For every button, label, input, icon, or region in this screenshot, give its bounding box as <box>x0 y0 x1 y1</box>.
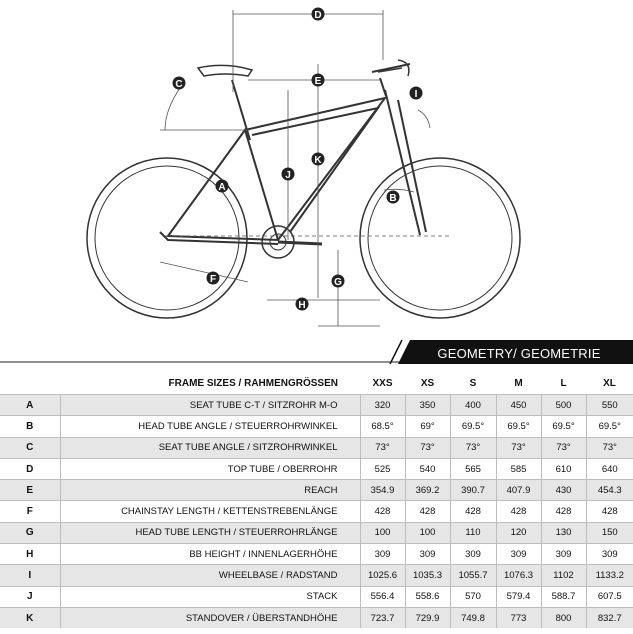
row-value-s: 309 <box>450 544 496 565</box>
label-k <box>312 153 325 167</box>
row-value-xxs: 556.4 <box>360 586 405 607</box>
row-value-xs: 428 <box>405 501 450 522</box>
row-value-xl: 640 <box>586 458 633 479</box>
row-value-l: 1102 <box>541 565 586 586</box>
row-value-l: 800 <box>541 607 586 628</box>
row-value-xs: 100 <box>405 522 450 543</box>
svg-text:K: K <box>314 155 322 166</box>
table-row <box>0 458 633 479</box>
svg-text:C: C <box>175 79 183 90</box>
header-size-xxs: XXS <box>372 377 393 389</box>
row-value-s: 565 <box>450 458 496 479</box>
row-value-l: 500 <box>541 395 586 416</box>
row-value-xs: 1035.3 <box>405 565 450 586</box>
row-value-m: 69.5° <box>496 416 541 437</box>
row-value-xxs: 320 <box>360 395 405 416</box>
svg-text:F: F <box>209 274 217 285</box>
header-size-xs: XS <box>420 377 435 389</box>
row-value-xxs: 309 <box>360 544 405 565</box>
row-value-m: 428 <box>496 501 541 522</box>
row-value-s: 400 <box>450 395 496 416</box>
table-row <box>0 501 633 522</box>
row-value-s: 428 <box>450 501 496 522</box>
svg-text:E: E <box>314 76 322 87</box>
row-value-xl: 69.5° <box>586 416 633 437</box>
row-measurement-name: HEAD TUBE LENGTH / STEUERROHRLÄNGE <box>60 522 360 543</box>
row-letter: B <box>0 416 60 437</box>
svg-text:H: H <box>298 300 306 311</box>
label-b <box>387 191 400 205</box>
table-row <box>0 480 633 501</box>
row-measurement-name: SEAT TUBE C-T / SITZROHR M-O <box>60 395 360 416</box>
row-letter: K <box>0 607 60 628</box>
row-letter: H <box>0 544 60 565</box>
row-value-l: 69.5° <box>541 416 586 437</box>
table-body <box>0 395 633 629</box>
table-header-row <box>0 372 633 395</box>
label-a <box>216 180 229 194</box>
row-measurement-name: BB HEIGHT / INNENLAGERHÖHE <box>60 544 360 565</box>
row-letter: E <box>0 480 60 501</box>
row-value-m: 1076.3 <box>496 565 541 586</box>
header-size-s: S <box>469 377 477 389</box>
row-value-s: 1055.7 <box>450 565 496 586</box>
row-value-xs: 558.6 <box>405 586 450 607</box>
label-f <box>207 272 220 286</box>
row-value-xxs: 68.5° <box>360 416 405 437</box>
header-size-m: M <box>514 377 523 389</box>
row-value-s: 73° <box>450 437 496 458</box>
header-letter <box>0 372 60 395</box>
row-value-m: 450 <box>496 395 541 416</box>
row-value-xl: 73° <box>586 437 633 458</box>
row-value-s: 110 <box>450 522 496 543</box>
row-value-xl: 454.3 <box>586 480 633 501</box>
row-letter: I <box>0 565 60 586</box>
table-row <box>0 395 633 416</box>
row-value-xs: 309 <box>405 544 450 565</box>
svg-text:D: D <box>314 10 322 21</box>
row-value-xl: 428 <box>586 501 633 522</box>
svg-text:A: A <box>218 182 226 193</box>
row-value-xxs: 428 <box>360 501 405 522</box>
table-row <box>0 544 633 565</box>
row-value-xs: 729.9 <box>405 607 450 628</box>
row-value-m: 120 <box>496 522 541 543</box>
row-value-s: 570 <box>450 586 496 607</box>
row-value-xxs: 723.7 <box>360 607 405 628</box>
row-value-xs: 369.2 <box>405 480 450 501</box>
row-value-xs: 350 <box>405 395 450 416</box>
row-value-xl: 150 <box>586 522 633 543</box>
diagram-labels <box>173 8 423 312</box>
row-letter: D <box>0 458 60 479</box>
geometry-table <box>0 372 633 628</box>
row-value-xl: 607.5 <box>586 586 633 607</box>
row-value-l: 73° <box>541 437 586 458</box>
row-value-l: 309 <box>541 544 586 565</box>
row-value-xxs: 1025.6 <box>360 565 405 586</box>
row-letter: A <box>0 395 60 416</box>
row-value-m: 579.4 <box>496 586 541 607</box>
row-measurement-name: TOP TUBE / OBERROHR <box>60 458 360 479</box>
row-value-xl: 832.7 <box>586 607 633 628</box>
row-value-s: 390.7 <box>450 480 496 501</box>
row-measurement-name: STANDOVER / ÜBERSTANDHÖHE <box>60 607 360 628</box>
row-value-xxs: 100 <box>360 522 405 543</box>
row-value-xxs: 73° <box>360 437 405 458</box>
table-row <box>0 416 633 437</box>
label-g <box>332 275 345 289</box>
row-value-m: 309 <box>496 544 541 565</box>
row-value-xxs: 354.9 <box>360 480 405 501</box>
label-h <box>296 298 309 312</box>
row-measurement-name: STACK <box>60 586 360 607</box>
row-value-xl: 550 <box>586 395 633 416</box>
row-value-xs: 73° <box>405 437 450 458</box>
label-c <box>173 77 186 91</box>
table-row <box>0 607 633 628</box>
row-measurement-name: HEAD TUBE ANGLE / STEUERROHRWINKEL <box>60 416 360 437</box>
table-row <box>0 586 633 607</box>
label-e <box>312 74 325 88</box>
row-value-xs: 69° <box>405 416 450 437</box>
row-value-s: 749.8 <box>450 607 496 628</box>
svg-text:B: B <box>389 193 397 204</box>
row-letter: C <box>0 437 60 458</box>
row-measurement-name: CHAINSTAY LENGTH / KETTENSTREBENLÄNGE <box>60 501 360 522</box>
row-value-m: 407.9 <box>496 480 541 501</box>
svg-text:G: G <box>334 277 342 288</box>
banner-title: GEOMETRY/ GEOMETRIE <box>437 346 601 361</box>
header-size-l: L <box>560 377 567 389</box>
table-row <box>0 565 633 586</box>
row-measurement-name: REACH <box>60 480 360 501</box>
row-letter: G <box>0 522 60 543</box>
row-value-xl: 309 <box>586 544 633 565</box>
saddle <box>198 65 252 76</box>
row-value-m: 773 <box>496 607 541 628</box>
row-letter: F <box>0 501 60 522</box>
row-measurement-name: WHEELBASE / RADSTAND <box>60 565 360 586</box>
row-value-m: 585 <box>496 458 541 479</box>
row-value-xl: 1133.2 <box>586 565 633 586</box>
row-value-l: 428 <box>541 501 586 522</box>
row-value-xs: 540 <box>405 458 450 479</box>
label-j <box>282 168 295 182</box>
svg-text:J: J <box>285 170 291 181</box>
table-row <box>0 522 633 543</box>
row-value-l: 610 <box>541 458 586 479</box>
label-d <box>312 8 325 22</box>
row-value-m: 73° <box>496 437 541 458</box>
table-row <box>0 437 633 458</box>
row-value-l: 130 <box>541 522 586 543</box>
bike-frame <box>160 64 426 244</box>
header-frame-sizes: FRAME SIZES / RAHMENGRÖSSEN <box>168 377 338 389</box>
header-size-xl: XL <box>603 377 616 389</box>
row-letter: J <box>0 586 60 607</box>
row-value-s: 69.5° <box>450 416 496 437</box>
row-value-xxs: 525 <box>360 458 405 479</box>
label-i <box>410 87 423 101</box>
svg-text:I: I <box>414 89 418 100</box>
row-value-l: 588.7 <box>541 586 586 607</box>
front-wheel <box>360 158 520 318</box>
row-measurement-name: SEAT TUBE ANGLE / SITZROHRWINKEL <box>60 437 360 458</box>
row-value-l: 430 <box>541 480 586 501</box>
